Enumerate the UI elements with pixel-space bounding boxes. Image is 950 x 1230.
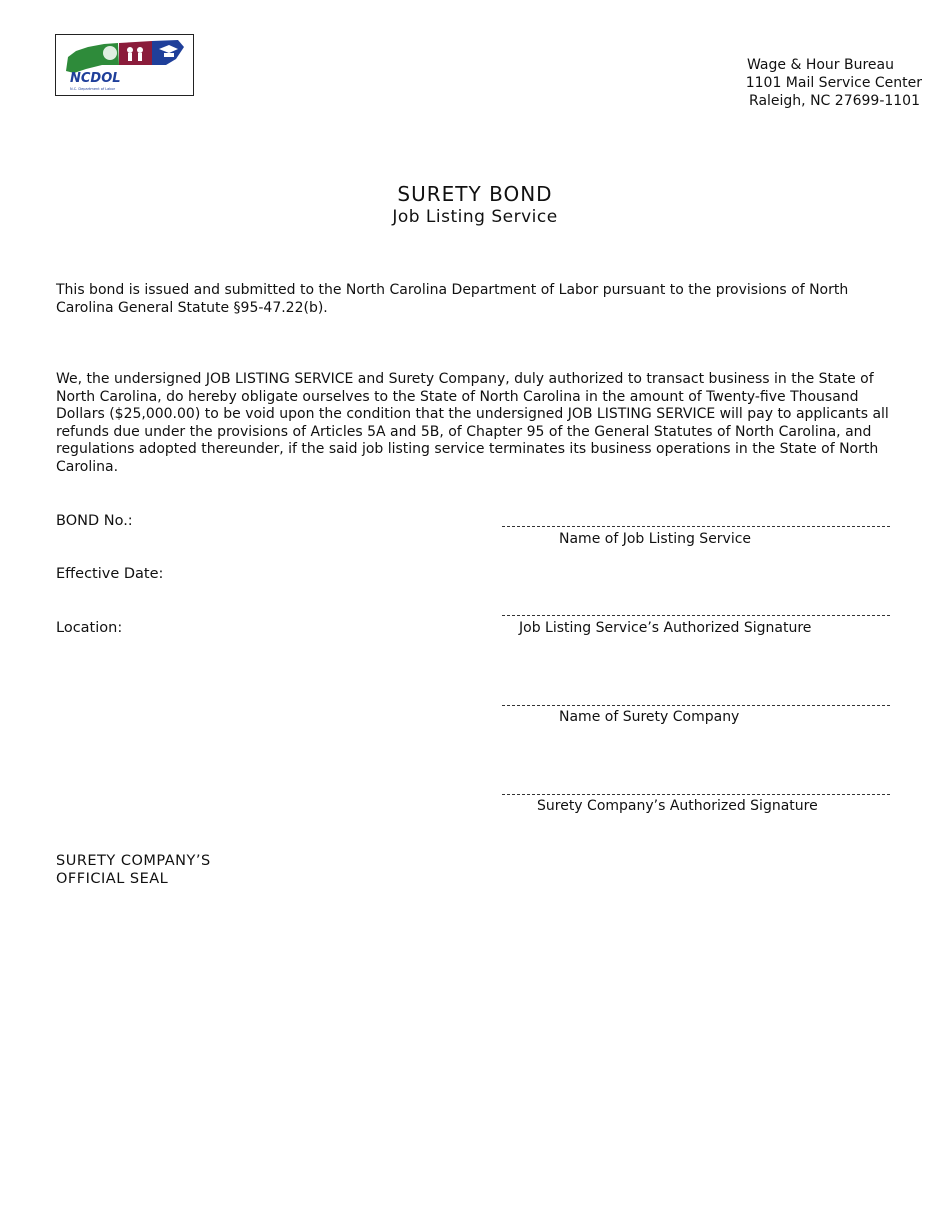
address-line-2: 1101 Mail Service Center bbox=[745, 75, 922, 91]
seal-line-2: OFFICIAL SEAL bbox=[56, 871, 169, 887]
job-listing-service-name-line[interactable] bbox=[502, 526, 890, 527]
ncdol-logo bbox=[55, 34, 194, 96]
surety-company-name-line[interactable] bbox=[502, 705, 890, 706]
address-line-3: Raleigh, NC 27699-1101 bbox=[749, 93, 920, 109]
statute-paragraph: This bond is issued and submitted to the North Carolina Department of Labor pursuant to the provisions of North Carolina General Statute §95-47.22(b). bbox=[56, 282, 849, 316]
document-subtitle: Job Listing Service bbox=[392, 207, 558, 227]
job-listing-service-signature-line[interactable] bbox=[502, 615, 890, 616]
logo-subtext: N.C. Department of Labor bbox=[70, 87, 116, 91]
official-seal-label bbox=[56, 852, 211, 888]
bureau-address bbox=[746, 56, 922, 110]
surety-company-signature-caption: Surety Company’s Authorized Signature bbox=[537, 798, 818, 814]
effective-date-label: Effective Date: bbox=[56, 566, 164, 582]
surety-company-signature-line[interactable] bbox=[502, 794, 890, 795]
job-listing-service-signature-caption: Job Listing Service’s Authorized Signature bbox=[519, 620, 812, 636]
bond-number-label: BOND No.: bbox=[56, 513, 133, 529]
seal-line-1: SURETY COMPANY’S bbox=[56, 853, 211, 869]
job-listing-service-name-caption: Name of Job Listing Service bbox=[559, 531, 752, 547]
document-title: SURETY BOND bbox=[397, 182, 553, 206]
address-line-1: Wage & Hour Bureau bbox=[746, 57, 894, 73]
logo-wordmark: NCDOL bbox=[70, 71, 121, 86]
location-label: Location: bbox=[56, 620, 123, 636]
ncdol-logo-graphic bbox=[56, 35, 195, 97]
surety-company-name-caption: Name of Surety Company bbox=[559, 709, 740, 725]
obligation-paragraph: We, the undersigned JOB LISTING SERVICE and Surety Company, duly authorized to transact business in the State of North Carolina, do hereby obligate ourselves to the State of North Carolina in the amount of Twenty-five Thousand Dollars ($25,000.00) to be void upon the condition that the undersigned JOB LISTING SERVICE will pay to applicants all refunds due under the provisions of Articles 5A and 5B, of Chapter 95 of the General Statutes of North Carolina, and regulations adopted thereunder, if the said job listing service terminates its business operations in the State of North Carolina. bbox=[56, 371, 889, 475]
